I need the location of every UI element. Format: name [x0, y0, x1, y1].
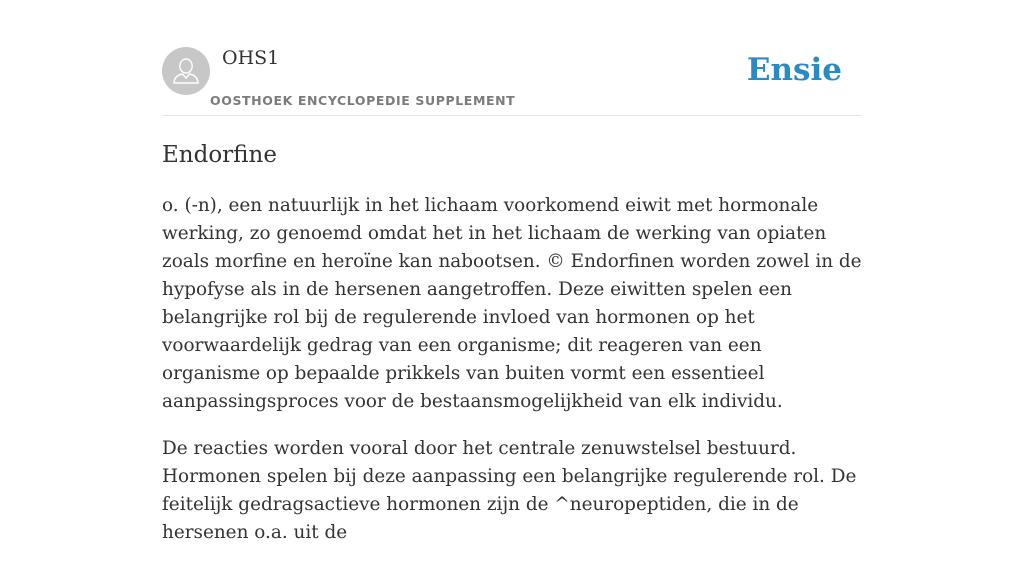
source-subtitle-link[interactable]: OOSTHOEK ENCYCLOPEDIE SUPPLEMENT	[210, 93, 516, 108]
entry-body	[162, 192, 862, 566]
page-container	[162, 0, 862, 543]
entry-paragraph: o. (-n), een natuurlijk in het lichaam voorkomend eiwit met hormonale werking, zo genoemd omdat het in het lichaam de werking van opiaten zoals morfine en heroïne kan nabootsen. © Endorfinen worden zowel in de hypofyse als in de hersenen aangetroffen. Deze eiwitten spelen een belangrijke rol bij de regulerende invloed van hormonen op het voorwaardelijk gedrag van een organisme; dit reageren van een organisme op bepaalde prikkels van buiten vormt een essentieel aanpassingsproces voor de bestaansmogelijkheid van elk individu.	[162, 195, 862, 412]
entry-header	[162, 0, 862, 116]
entry-title: Endorfine	[162, 142, 277, 168]
ensie-logo-link[interactable]: Ensie	[746, 52, 842, 88]
user-avatar-icon[interactable]	[162, 47, 210, 95]
entry-paragraph: De reacties worden vooral door het centrale zenuwstelsel bestuurd. Hormonen spelen bij deze aanpassing een belangrijke regulerende rol. De feitelijk gedragsactieve hormonen zijn de ^neuropeptiden, die in de hersenen o.a. uit de	[162, 438, 857, 543]
author-name-link[interactable]: OHS1	[222, 47, 280, 69]
